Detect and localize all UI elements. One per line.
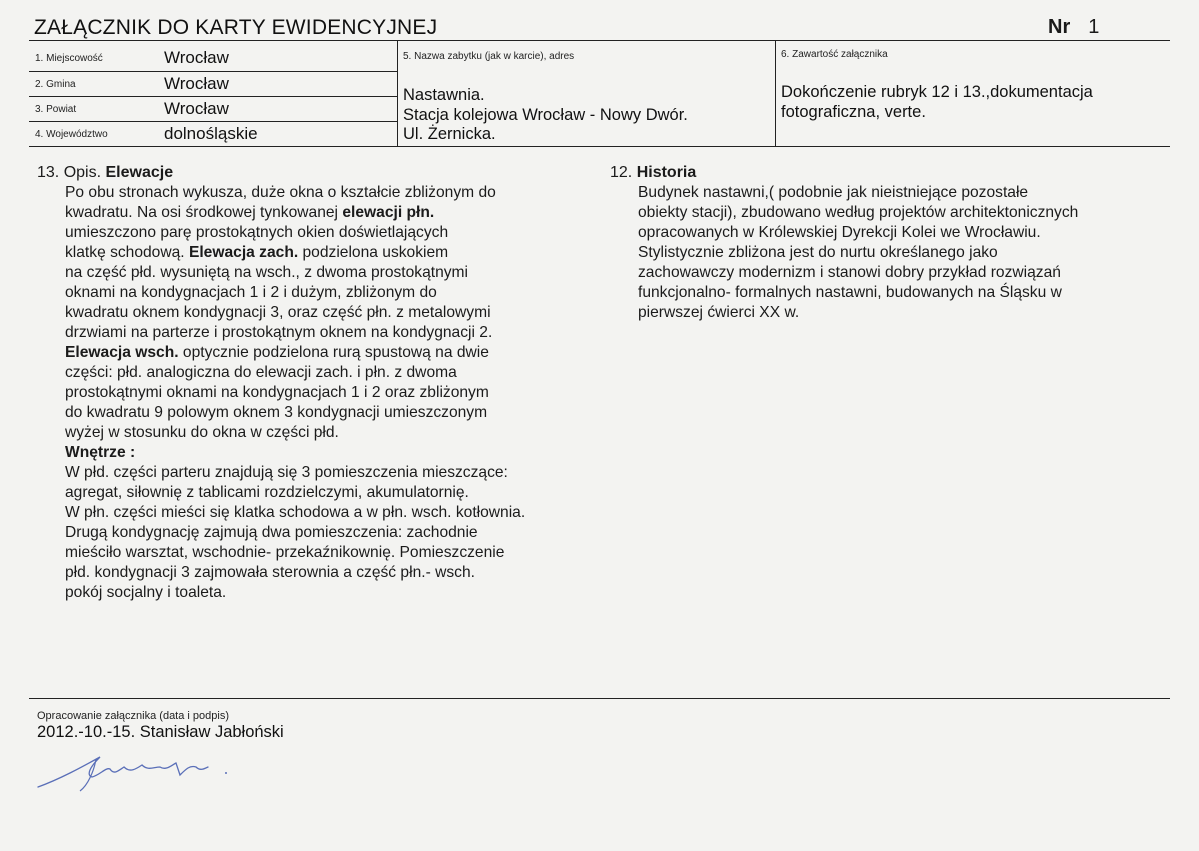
section-13-line: wyżej w stosunku do okna w części płd.	[65, 424, 339, 441]
field-value-wojewodztwo: dolnośląskie	[164, 124, 258, 143]
section-12-line: zachowawczy modernizm i stanowi dobry przykład rozwiązań	[638, 264, 1061, 281]
section-13-line: na część płd. wysuniętą na wsch., z dwoma prostokątnymi	[65, 264, 469, 281]
section-13-number: 13. Opis.	[37, 164, 102, 181]
handwritten-signature	[30, 745, 240, 795]
field-value-powiat: Wrocław	[164, 99, 229, 118]
row-rule-1	[29, 71, 397, 72]
field-value-nazwa-1: Nastawnia.	[403, 86, 485, 104]
section-13-line: Elewacja wsch. optycznie podzielona rurą spustową na dwie	[65, 344, 489, 361]
row-rule-3	[29, 121, 397, 122]
section-12-line: funkcjonalno- formalnych nastawni, budowanych na Śląsku w	[638, 284, 1062, 301]
section-13-line: kwadratu oknem kondygnacji 3, oraz część płn. z metalowymi	[65, 304, 491, 321]
section-13-line: części: płd. analogiczna do elewacji zach. i płn. z dwoma	[65, 364, 457, 381]
field-value-miejscowosc: Wrocław	[164, 48, 229, 67]
col-divider-1	[397, 40, 398, 146]
section-12-line: opracowanych w Królewskiej Dyrekcji Kolei we Wrocławiu.	[638, 224, 1041, 241]
section-13-line: drzwiami na parterze i prostokątnym oknem na kondygnacji 2.	[65, 324, 493, 341]
section-12-title: Historia	[636, 164, 697, 181]
section-13-line: umieszczono parę prostokątnych okien doświetlających	[65, 224, 449, 241]
section-13-line: mieściło warsztat, wschodnie- przekaźnikownię. Pomieszczenie	[65, 544, 505, 561]
footer-label: Opracowanie załącznika (data i podpis)	[37, 710, 229, 722]
field-label-gmina: 2. Gmina	[35, 79, 76, 90]
section-13-line: Drugą kondygnację zajmują dwa pomieszczenia: zachodnie	[65, 524, 478, 541]
section-13-line: W płn. części mieści się klatka schodowa a w płn. wsch. kotłownia.	[65, 504, 526, 521]
section-13-line: płd. kondygnacji 3 zajmowała sterownia a część płn.- wsch.	[65, 564, 475, 581]
section-13-title: Elewacje	[105, 164, 174, 181]
field-label-wojewodztwo: 4. Województwo	[35, 129, 108, 140]
field-label-zawartosc: 6. Zawartość załącznika	[781, 49, 888, 60]
nr-label: Nr	[1048, 16, 1071, 38]
document-title: ZAŁĄCZNIK DO KARTY EWIDENCYJNEJ	[34, 16, 438, 39]
section-12-body	[638, 183, 1078, 323]
field-value-nazwa-2: Stacja kolejowa Wrocław - Nowy Dwór.	[403, 106, 688, 124]
section-12-line: Budynek nastawni,( podobnie jak nieistniejące pozostałe	[638, 184, 1029, 201]
section-13-line: agregat, siłownię z tablicami rozdzielczymi, akumulatornię.	[65, 484, 469, 501]
field-label-miejscowosc: 1. Miejscowość	[35, 53, 103, 64]
number-label	[1048, 16, 1099, 39]
field-value-nazwa-3: Ul. Żernicka.	[403, 125, 496, 143]
col-divider-2	[775, 40, 776, 146]
section-12-line: Stylistycznie zbliżona jest do nurtu określanego jako	[638, 244, 998, 261]
footer-rule	[29, 698, 1170, 699]
section-13-line: kwadratu. Na osi środkowej tynkowanej elewacji płn.	[65, 204, 435, 221]
section-13-line: do kwadratu 9 polowym oknem 3 kondygnacji umieszczonym	[65, 404, 488, 421]
section-13-line: klatkę schodową. Elewacja zach. podzielona uskokiem	[65, 244, 449, 261]
section-13-body	[65, 183, 525, 603]
field-value-gmina: Wrocław	[164, 74, 229, 93]
section-13-line: W płd. części parteru znajdują się 3 pomieszczenia mieszczące:	[65, 464, 508, 481]
table-bottom-rule	[29, 146, 1170, 147]
section-13-heading	[37, 163, 173, 183]
field-value-zawartosc-2: fotograficzna, verte.	[781, 103, 926, 121]
section-13-line: Wnętrze :	[65, 444, 136, 461]
header-rule	[29, 40, 1170, 41]
section-12-number: 12.	[610, 164, 633, 181]
section-13-line: Po obu stronach wykusza, duże okna o kształcie zbliżonym do	[65, 184, 496, 201]
field-label-nazwa: 5. Nazwa zabytku (jak w karcie), adres	[403, 51, 575, 62]
section-12-line: obiekty stacji), zbudowano według projektów architektonicznych	[638, 204, 1079, 221]
section-12-heading	[610, 163, 696, 183]
section-13-line: oknami na kondygnacjach 1 i 2 i dużym, zbliżonym do	[65, 284, 437, 301]
field-value-zawartosc-1: Dokończenie rubryk 12 i 13.,dokumentacja	[781, 83, 1093, 101]
section-13-line: pokój socjalny i toaleta.	[65, 584, 227, 601]
section-12-line: pierwszej ćwierci XX w.	[638, 304, 800, 321]
footer-value: 2012.-10.-15. Stanisław Jabłoński	[37, 723, 284, 741]
nr-value: 1	[1088, 16, 1100, 38]
section-13-line: prostokątnymi oknami na kondygnacjach 1 i 2 oraz zbliżonym	[65, 384, 489, 401]
field-label-powiat: 3. Powiat	[35, 104, 77, 115]
row-rule-2	[29, 96, 397, 97]
